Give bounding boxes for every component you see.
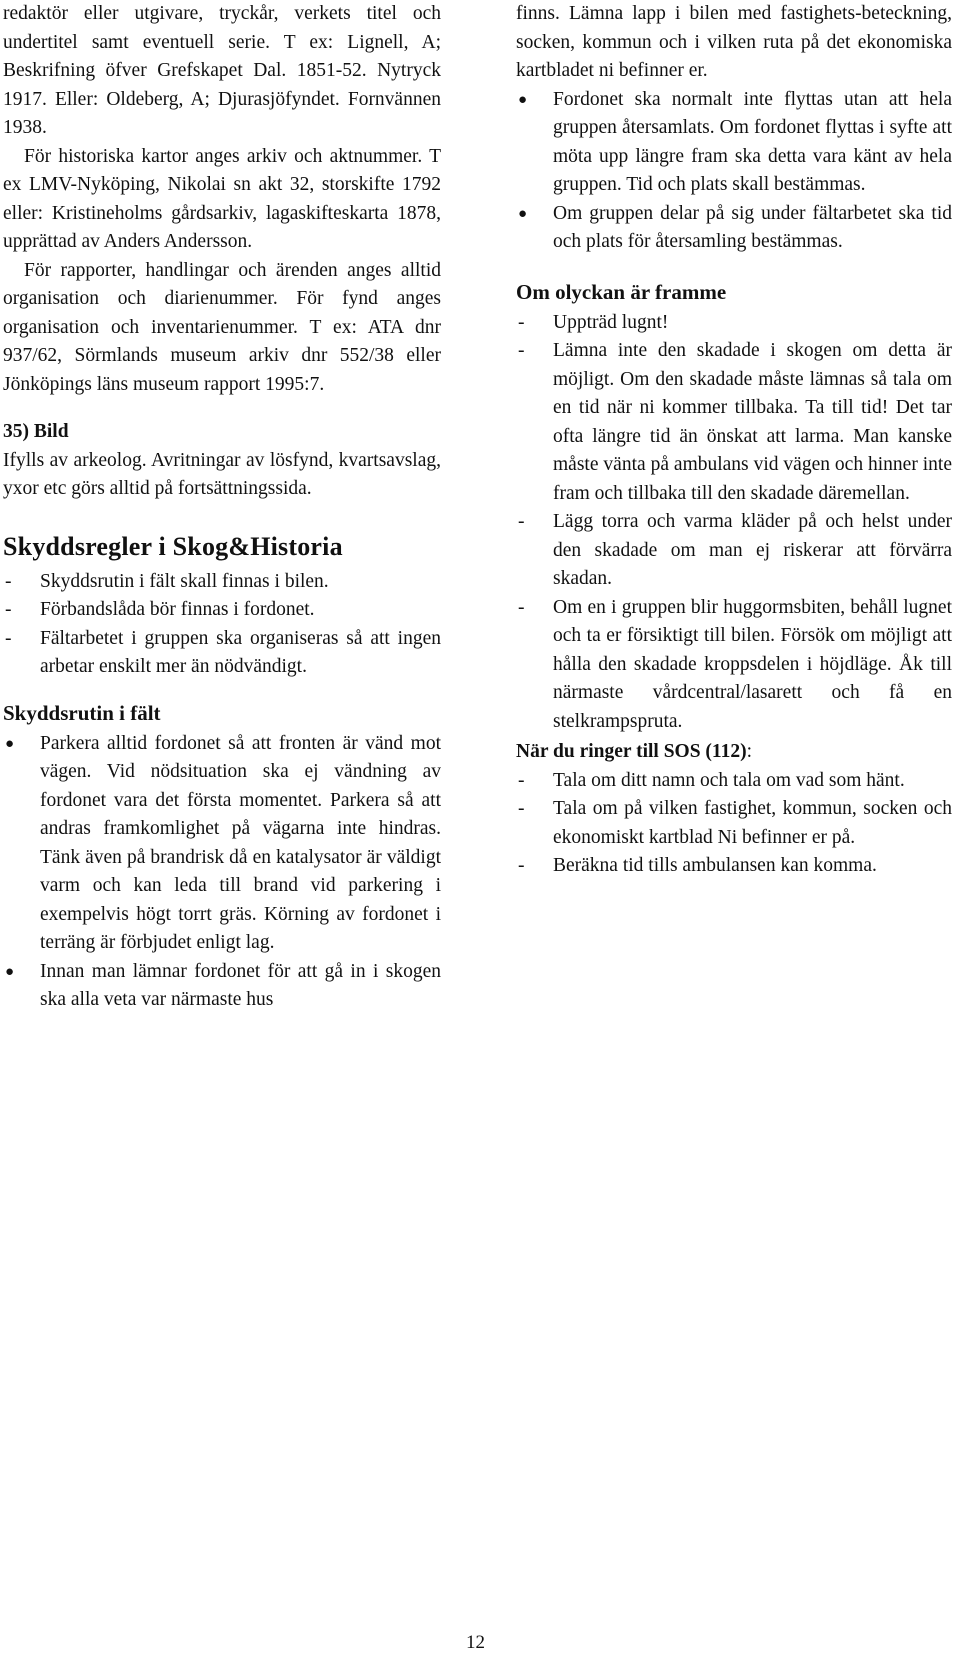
bullet-icon: ●	[518, 91, 528, 108]
continued-paragraph: finns. Lämna lapp i bilen med fastighets-beteckning, socken, kommun och i vilken ruta på det ekonomiska kartbladet ni befinner er.	[516, 3, 952, 81]
field-routine-list	[3, 730, 441, 1015]
dash-marker: -	[5, 627, 12, 649]
list-item: - Lämna inte den skadade i skogen om detta är möjligt. Om den skadade måste lämnas så tala om en tid när ni kommer tillbaka. Ta till tid! Det tar ofta längre tid än önskat att larma. Man kanske måste vänta på ambulans vid vägen och hinner inte fram och tillbaka till den skadade däremellan.	[516, 337, 952, 508]
dash-marker: -	[518, 769, 525, 791]
list-item: ● Fordonet ska normalt inte flyttas utan att hela gruppen återsamlats. Om fordonet flyttas i syfte att möta upp längre fram ska detta vara känt av hela gruppen. Tid och plats skall bestämmas.	[516, 86, 952, 200]
dash-marker: -	[518, 596, 525, 618]
safety-rules-title: Skyddsregler i Skog&Historia	[3, 531, 343, 561]
list-item: - Om en i gruppen blir huggormsbiten, behåll lugnet och ta er försiktigt till bilen. Försök om möjligt att hålla den skadade kroppsdelen i höjdläge. Åk till närmaste vårdcentral/lasarett och få en stelkrampspruta.	[516, 594, 952, 737]
bullet-icon: ●	[518, 205, 528, 222]
dash-marker: -	[5, 570, 12, 592]
section-35-heading: 35) Bild	[3, 421, 69, 442]
accident-list	[516, 309, 952, 737]
list-item: ● Om gruppen delar på sig under fältarbetet ska tid och plats för återsamling bestämmas.	[516, 200, 952, 257]
sos-heading	[516, 738, 952, 767]
list-item: - Lägg torra och varma kläder på och helst under den skadade om man ej riskerar att förvärra skadan.	[516, 508, 952, 594]
list-item: - Beräkna tid tills ambulansen kan komma.	[516, 852, 952, 881]
citation-paragraph: redaktör eller utgivare, tryckår, verkets titel och undertitel samt eventuell serie. T ex: Lignell, A; Beskrifning öfver Grefskapet Dal. 1851-52. Nytryck 1917. Eller: Oldeberg, A; Djurasjöfyndet. Fornvännen 1938.	[3, 3, 441, 138]
list-item: - Fältarbetet i gruppen ska organiseras så att ingen arbetar enskilt mer än nödvändigt.	[3, 625, 441, 682]
bullet-icon: ●	[5, 735, 15, 752]
dash-marker: -	[518, 798, 525, 819]
maps-paragraph: För historiska kartor anges arkiv och aktnummer. T ex LMV-Nyköping, Nikolai sn akt 32, storskifte 1792 eller: Kristineholms gårdsarkiv, lagaskifteskarta 1878, upprättad av Anders Andersson.	[3, 145, 441, 252]
sos-heading-bold: När du ringer till SOS (112)	[516, 741, 747, 762]
dash-marker: -	[5, 599, 12, 620]
vehicle-rules-list	[516, 86, 952, 257]
dash-marker: -	[518, 340, 525, 361]
field-routine-heading: Skyddsrutin i fält	[3, 700, 161, 725]
accident-heading: Om olyckan är framme	[516, 279, 727, 304]
safety-rules-list	[3, 568, 441, 682]
reports-paragraph: För rapporter, handlingar och ärenden anges alltid organisation och diarienummer. För fynd anges organisation och inventarienummer. T ex: ATA dnr 937/62, Sörmlands museum arkiv dnr 552/38 eller Jönköpings läns museum rapport 1995:7.	[3, 259, 441, 395]
dash-marker: -	[518, 855, 525, 876]
left-column	[3, 0, 441, 1015]
bullet-icon: ●	[5, 963, 15, 980]
sos-list	[516, 767, 952, 881]
sos-heading-colon: :	[746, 741, 753, 762]
list-item: - Skyddsrutin i fält skall finnas i bilen.	[3, 568, 441, 597]
dash-marker: -	[518, 311, 525, 333]
dash-marker: -	[518, 511, 525, 532]
list-item: ● Innan man lämnar fordonet för att gå in i skogen ska alla veta var närmaste hus	[3, 958, 441, 1015]
page-number: 12	[466, 1632, 485, 1653]
list-item: - Tala om på vilken fastighet, kommun, socken och ekonomiskt kartblad Ni befinner er på.	[516, 795, 952, 852]
section-35-text: Ifylls av arkeolog. Avritningar av lösfynd, kvartsavslag, yxor etc görs alltid på fortsättningssida.	[3, 449, 441, 499]
list-item: - Uppträd lugnt!	[516, 309, 952, 338]
list-item: ● Parkera alltid fordonet så att fronten är vänd mot vägen. Vid nödsituation ska ej vändning av fordonet vara det första momentet. Parkera så att andras framkomlighet på vägarna inte hindras. Tänk även på brandrisk då en katalysator är väldigt varm och kan leda till brand vid parkering i exempelvis högt torrt gräs. Körning av fordonet i terräng är förbjudet enligt lag.	[3, 730, 441, 958]
list-item: - Tala om ditt namn och tala om vad som hänt.	[516, 767, 952, 796]
list-item: - Förbandslåda bör finnas i fordonet.	[3, 596, 441, 625]
right-column	[516, 0, 952, 881]
